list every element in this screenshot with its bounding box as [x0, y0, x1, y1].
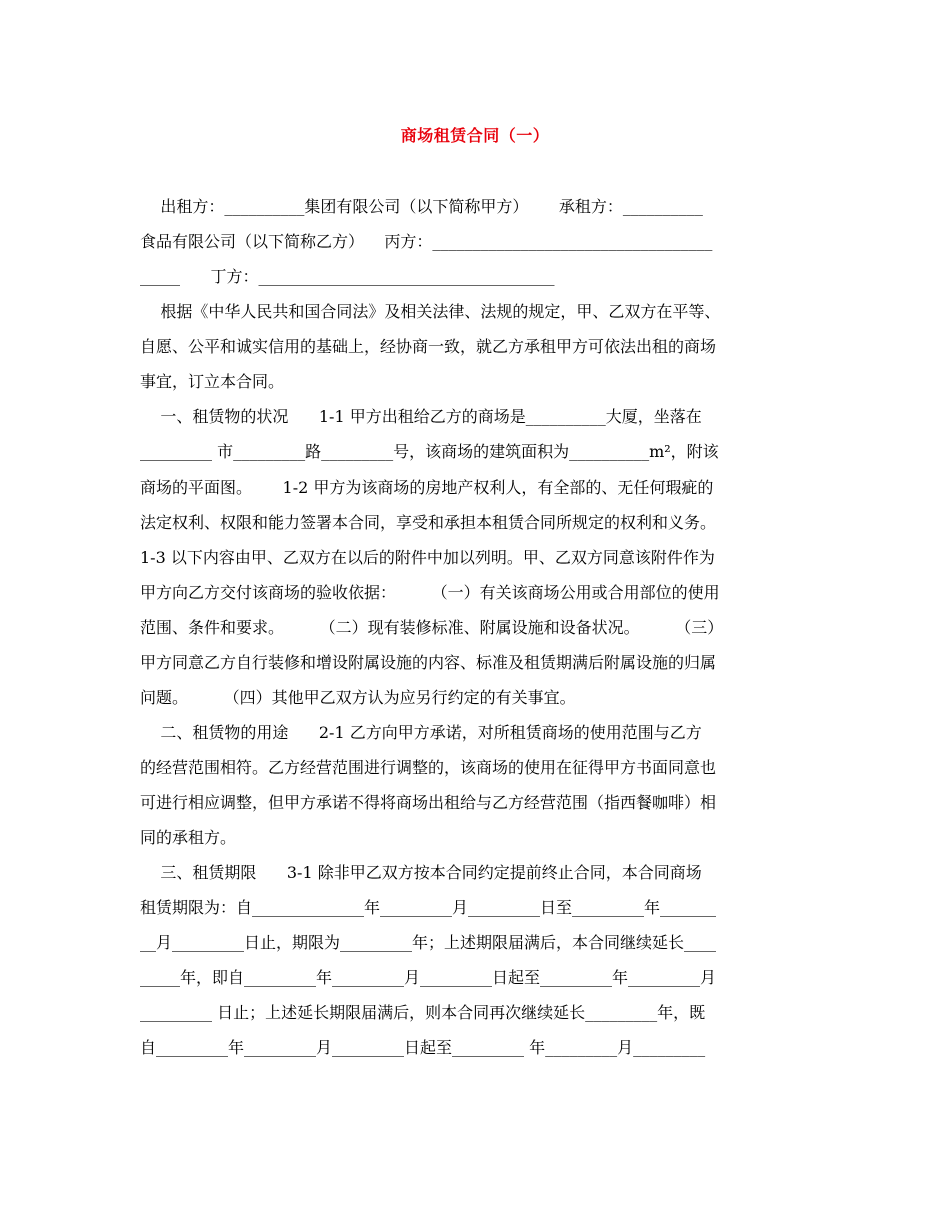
- text-line: 1-3 以下内容由甲、乙双方在以后的附件中加以列明。甲、乙双方同意该附件作为: [140, 548, 715, 567]
- text-line: _________ 市_________路_________号，该商场的建筑面积为__________m²，附该: [140, 442, 719, 461]
- text-line: 甲方同意乙方自行装修和增设附属设施的内容、标准及租赁期满后附属设施的归属: [140, 653, 717, 672]
- text-line: 甲方向乙方交付该商场的验收依据： （一）有关该商场公用或合用部位的使用: [140, 583, 720, 602]
- text-line: 自_________年_________月_________日起至_________ 年_________月_________: [140, 1038, 706, 1057]
- text-line: 范围、条件和要求。 （二）现有装修标准、附属设施和设备状况。 （三）: [140, 618, 724, 637]
- text-line: 商场的平面图。 1-2 甲方为该商场的房地产权利人，有全部的、无任何瑕疵的: [140, 478, 714, 497]
- text-line: 根据《中华人民共和国合同法》及相关法律、法规的规定，甲、乙双方在平等、: [140, 302, 721, 321]
- text-line: 一、租赁物的状况 1-1 甲方出租给乙方的商场是__________大厦，坐落在: [140, 407, 702, 426]
- text-line: 问题。 （四）其他甲乙双方认为应另行约定的有关事宜。: [140, 688, 576, 707]
- text-line: 三、租赁期限 3-1 除非甲乙双方按本合同约定提前终止合同，本合同商场: [140, 863, 702, 882]
- text-line: 的经营范围相符。乙方经营范围进行调整的，该商场的使用在征得甲方书面同意也: [140, 758, 717, 777]
- text-line: _________ 日止；上述延长期限届满后，则本合同再次继续延长_________年，既: [140, 1003, 706, 1022]
- text-line: 法定权利、权限和能力签署本合同，享受和承担本租赁合同所规定的权利和义务。: [140, 513, 717, 532]
- text-line: 租赁期限为：自______________年_________月_________日至_________年_______: [140, 898, 717, 917]
- text-line: _____ 丁方：_____________________________________: [140, 267, 555, 286]
- text-line: 二、租赁物的用途 2-1 乙方向甲方承诺，对所租赁商场的使用范围与乙方: [140, 723, 702, 742]
- text-line: 可进行相应调整，但甲方承诺不得将商场出租给与乙方经营范围（指西餐咖啡）相: [140, 793, 717, 812]
- text-line: 自愿、公平和诚实信用的基础上，经协商一致，就乙方承租甲方可依法出租的商场: [140, 337, 717, 356]
- text-line: __月_________日止，期限为_________年；上述期限届满后，本合同继续延长____: [140, 933, 717, 952]
- text-line: 食品有限公司（以下简称乙方） 丙方：___________________________________: [140, 232, 713, 251]
- page-title: 商场租赁合同（一）: [400, 126, 550, 145]
- text-line: 同的承租方。: [140, 828, 237, 847]
- text-line: 事宜，订立本合同。: [140, 372, 285, 391]
- text-line: 出租方：__________集团有限公司（以下简称甲方） 承租方：__________: [140, 197, 703, 216]
- text-line: _____年，即自_________年_________月_________日起至_________年_________月: [140, 968, 717, 987]
